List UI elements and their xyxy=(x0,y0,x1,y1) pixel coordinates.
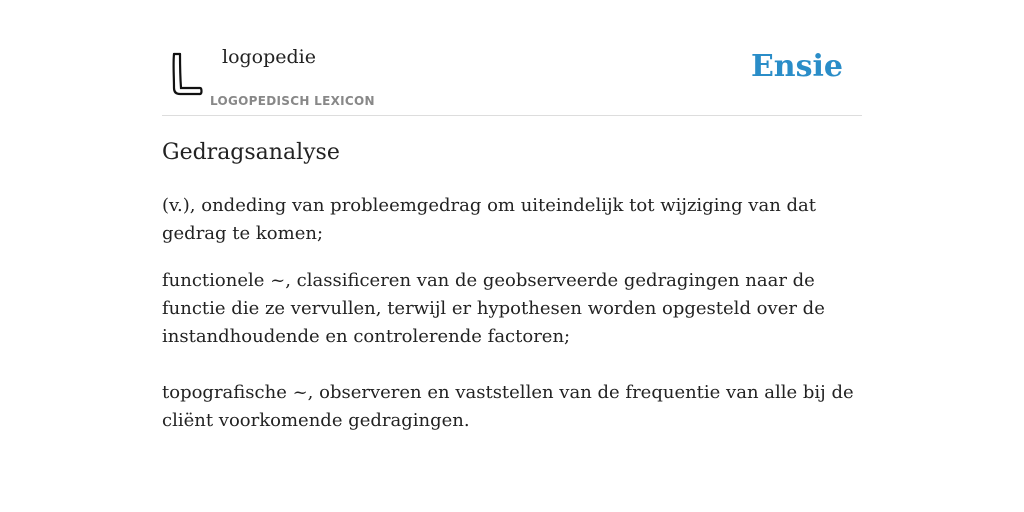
site-subtitle: LOGOPEDISCH LEXICON xyxy=(210,94,375,108)
entry-definition xyxy=(162,192,862,435)
site-header xyxy=(162,0,862,116)
definition-paragraph: topografische ~, observeren en vaststellen van de frequentie van alle bij de cliënt voorkomende gedragingen. xyxy=(162,382,854,431)
letter-l-logo-icon[interactable] xyxy=(164,44,208,102)
site-name-link[interactable]: logopedie xyxy=(222,46,317,68)
definition-paragraph: (v.), ondeding van probleemgedrag om uiteindelijk tot wijziging van dat gedrag te komen; xyxy=(162,195,817,244)
brand-logo-link[interactable]: Ensie xyxy=(750,49,843,84)
page-container xyxy=(162,0,862,431)
entry-title: Gedragsanalyse xyxy=(162,140,340,165)
definition-paragraph: functionele ~, classificeren van de geobserveerde gedragingen naar de functie die ze vervullen, terwijl er hypothesen worden opgesteld over de instandhoudende en controlerende factoren; xyxy=(162,270,825,347)
